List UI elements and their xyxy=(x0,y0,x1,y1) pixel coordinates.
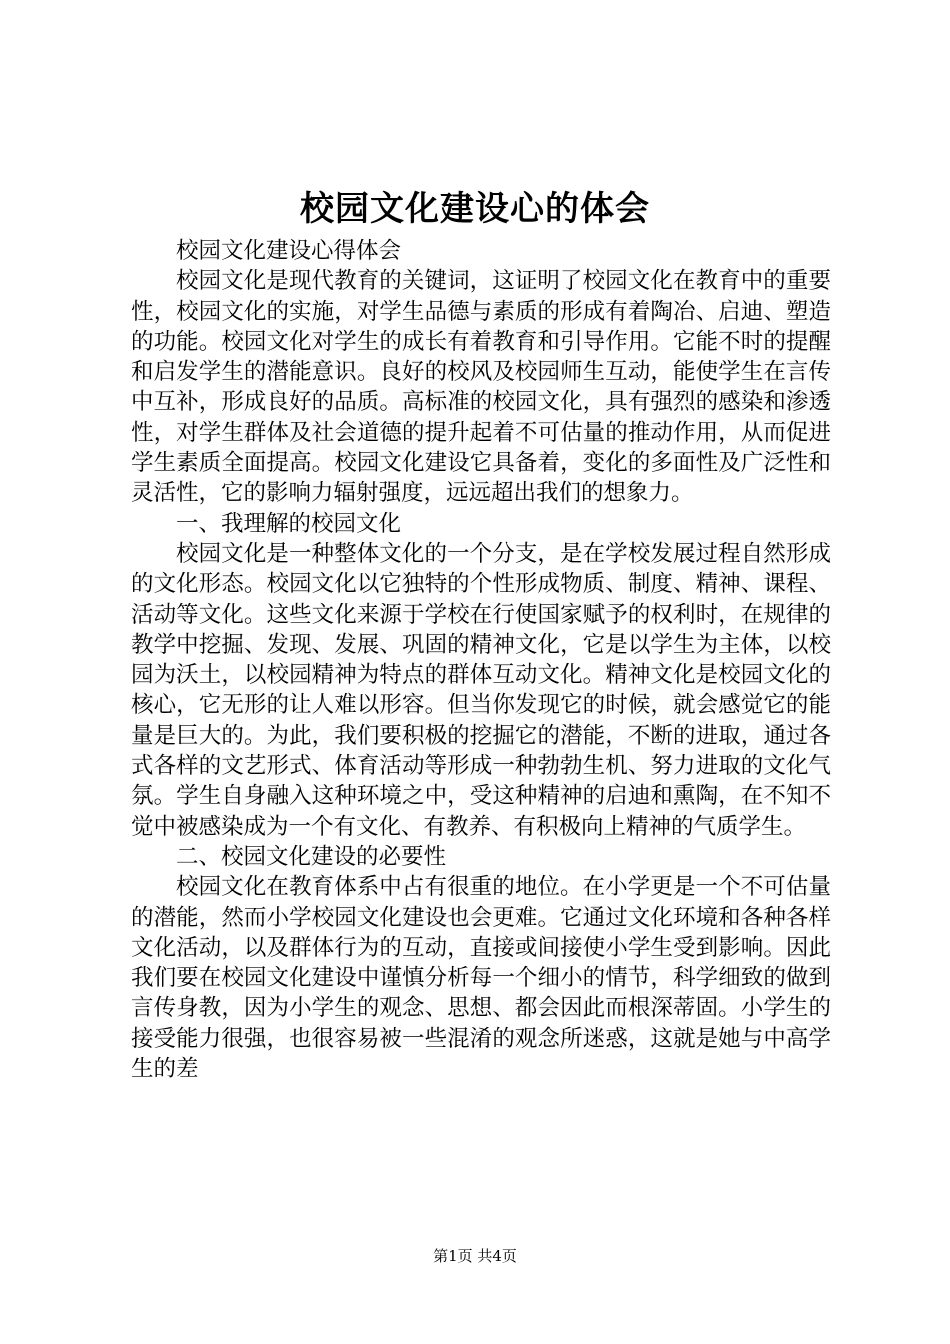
subtitle-paragraph: 校园文化建设心得体会 xyxy=(176,238,402,264)
page-footer: 第1页 共4页 xyxy=(433,1247,517,1265)
body-paragraph: 校园文化是现代教育的关键词，这证明了校园文化在教育中的重要性，校园文化的实施，对学生品德与素质的形成有着陶冶、启迪、塑造的功能。校园文化对学生的成长有着教育和引导作用。它能不时的提醒和启发学生的潜能意识。良好的校风及校园师生互动，能使学生在言传中互补，形成良好的品质。高标准的校园文化，具有强烈的感染和渗透性，对学生群体及社会道德的提升起着不可估量的推动作用，从而促进学生素质全面提高。校园文化建设它具备着，变化的多面性及广泛性和灵活性，它的影响力辐射强度，远远超出我们的想象力。 xyxy=(131,268,831,507)
document-body xyxy=(131,236,831,1084)
document-title: 校园文化建设心的体会 xyxy=(300,189,650,229)
body-paragraph: 校园文化在教育体系中占有很重的地位。在小学更是一个不可估量的潜能，然而小学校园文化建设也会更难。它通过文化环境和各种各样文化活动，以及群体行为的互动，直接或间接使小学生受到影响。因此我们要在校园文化建设中谨慎分析每一个细小的情节，科学细致的做到言传身教，因为小学生的观念、思想、都会因此而根深蒂固。小学生的接受能力很强，也很容易被一些混淆的观念所迷惑，这就是她与中高学生的差 xyxy=(131,874,831,1083)
section-heading: 二、校园文化建设的必要性 xyxy=(176,843,447,870)
section-heading: 一、我理解的校园文化 xyxy=(176,510,402,537)
body-paragraph: 校园文化是一种整体文化的一个分支，是在学校发展过程自然形成的文化形态。校园文化以它独特的个性形成物质、制度、精神、课程、活动等文化。这些文化来源于学校在行使国家赋予的权利时，在规律的教学中挖掘、发现、发展、巩固的精神文化，它是以学生为主体，以校园为沃土，以校园精神为特点的群体互动文化。精神文化是校园文化的核心，它无形的让人难以形容。但当你发现它的时候，就会感觉它的能量是巨大的。为此，我们要积极的挖掘它的潜能，不断的进取，通过各式各样的文艺形式、体育活动等形成一种勃勃生机、努力进取的文化气氛。学生自身融入这种环境之中，受这种精神的启迪和熏陶，在不知不觉中被感染成为一个有文化、有教养、有积极向上精神的气质学生。 xyxy=(131,540,831,840)
